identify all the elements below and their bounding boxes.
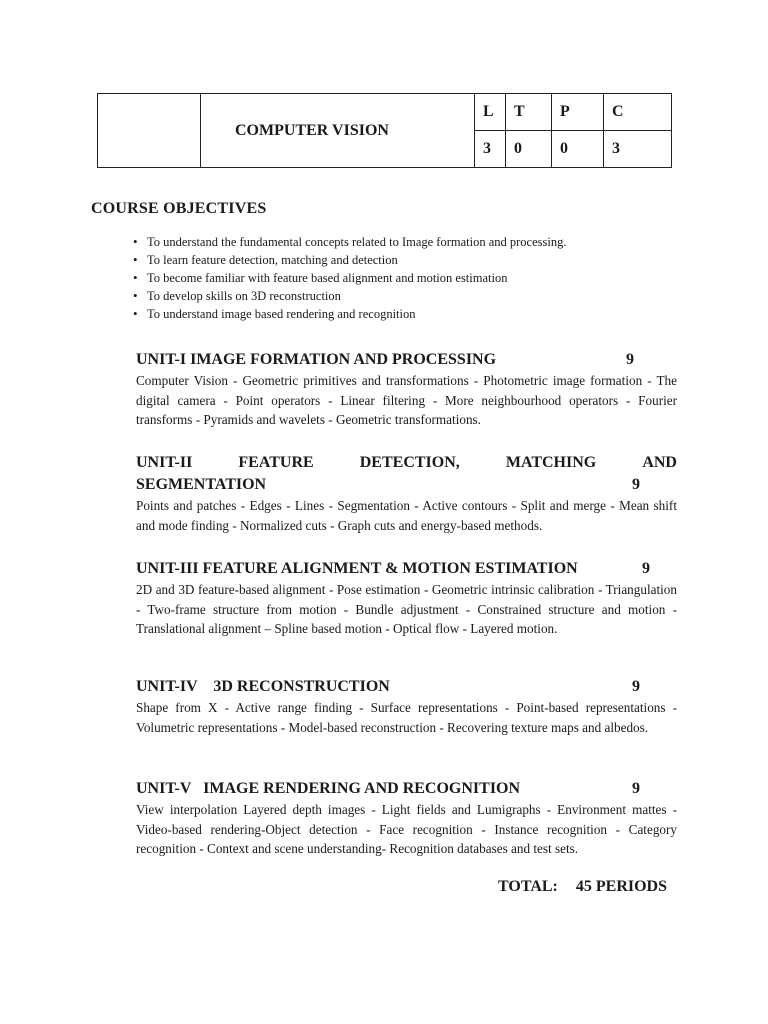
unit-title-part: MATCHING	[505, 454, 597, 471]
unit-hours: 9	[632, 678, 640, 695]
value-c: 3	[604, 131, 672, 168]
list-item: • To learn feature detection, matching and detection	[133, 251, 566, 269]
unit-heading	[136, 778, 677, 800]
unit-heading	[136, 349, 677, 371]
unit-hours: 9	[642, 560, 650, 577]
unit-body: Shape from X - Active range finding - Surface representations - Point-based representations - Volumetric representations - Model-based reconstruction - Recovering texture maps and albedos.	[136, 700, 677, 735]
list-item: • To understand image based rendering and recognition	[133, 305, 566, 323]
unit-heading	[136, 558, 677, 580]
unit-heading	[136, 452, 677, 496]
unit-title: UNIT-I IMAGE FORMATION AND PROCESSING	[136, 351, 497, 368]
unit-body: 2D and 3D feature-based alignment - Pose estimation - Geometric intrinsic calibration - Triangulation - Two-frame structure from motion - Bundle adjustment - Constrained structure and motion - Translational alignment – Spline based motion - Optical flow - Layered motion.	[136, 582, 677, 637]
course-title: COMPUTER VISION	[201, 94, 475, 168]
unit-heading	[136, 676, 677, 698]
unit-2	[136, 452, 677, 535]
unit-title-part: DETECTION,	[359, 454, 460, 471]
unit-hours: 9	[632, 476, 640, 493]
unit-3	[136, 558, 677, 639]
unit-title-part: AND	[642, 454, 677, 471]
unit-1	[136, 349, 677, 430]
course-header-table	[97, 93, 672, 168]
unit-title-part: FEATURE	[238, 454, 314, 471]
unit-title-part: UNIT-II	[136, 454, 193, 471]
unit-4	[136, 676, 677, 737]
unit-5	[136, 778, 677, 859]
objectives-list	[133, 233, 566, 323]
unit-hours: 9	[626, 351, 634, 368]
unit-title: UNIT-IV 3D RECONSTRUCTION	[136, 678, 390, 695]
unit-body: Points and patches - Edges - Lines - Segmentation - Active contours - Split and merge - Mean shift and mode finding - Normalized cuts - Graph cuts and energy-based methods.	[136, 498, 677, 533]
header-l: L	[475, 94, 506, 131]
credit-header-row	[98, 94, 672, 131]
objectives-heading: COURSE OBJECTIVES	[91, 200, 267, 217]
value-p: 0	[552, 131, 604, 168]
unit-hours: 9	[632, 780, 640, 797]
header-t: T	[506, 94, 552, 131]
list-item: • To develop skills on 3D reconstruction	[133, 287, 566, 305]
unit-title-line2: SEGMENTATION	[136, 476, 267, 493]
empty-cell	[98, 94, 201, 168]
list-item: • To become familiar with feature based alignment and motion estimation	[133, 269, 566, 287]
value-l: 3	[475, 131, 506, 168]
value-t: 0	[506, 131, 552, 168]
unit-title: UNIT-V IMAGE RENDERING AND RECOGNITION	[136, 780, 521, 797]
unit-title: UNIT-III FEATURE ALIGNMENT & MOTION ESTIMATION	[136, 560, 578, 577]
total-value: 45 PERIODS	[575, 878, 667, 895]
unit-body: Computer Vision - Geometric primitives and transformations - Photometric image formation - The digital camera - Point operators - Linear filtering - More neighbourhood operators - Fourier transforms - Pyramids and wavelets - Geometric transformations.	[136, 373, 677, 428]
unit-body: View interpolation Layered depth images - Light fields and Lumigraphs - Environment mattes - Video-based rendering-Object detection - Face recognition - Instance recognition - Category recognition - Context and scene understanding- Recognition databases and test sets.	[136, 802, 677, 857]
total-periods	[498, 878, 678, 896]
header-c: C	[604, 94, 672, 131]
total-label: TOTAL:	[498, 878, 558, 895]
header-p: P	[552, 94, 604, 131]
list-item: • To understand the fundamental concepts related to Image formation and processing.	[133, 233, 566, 251]
